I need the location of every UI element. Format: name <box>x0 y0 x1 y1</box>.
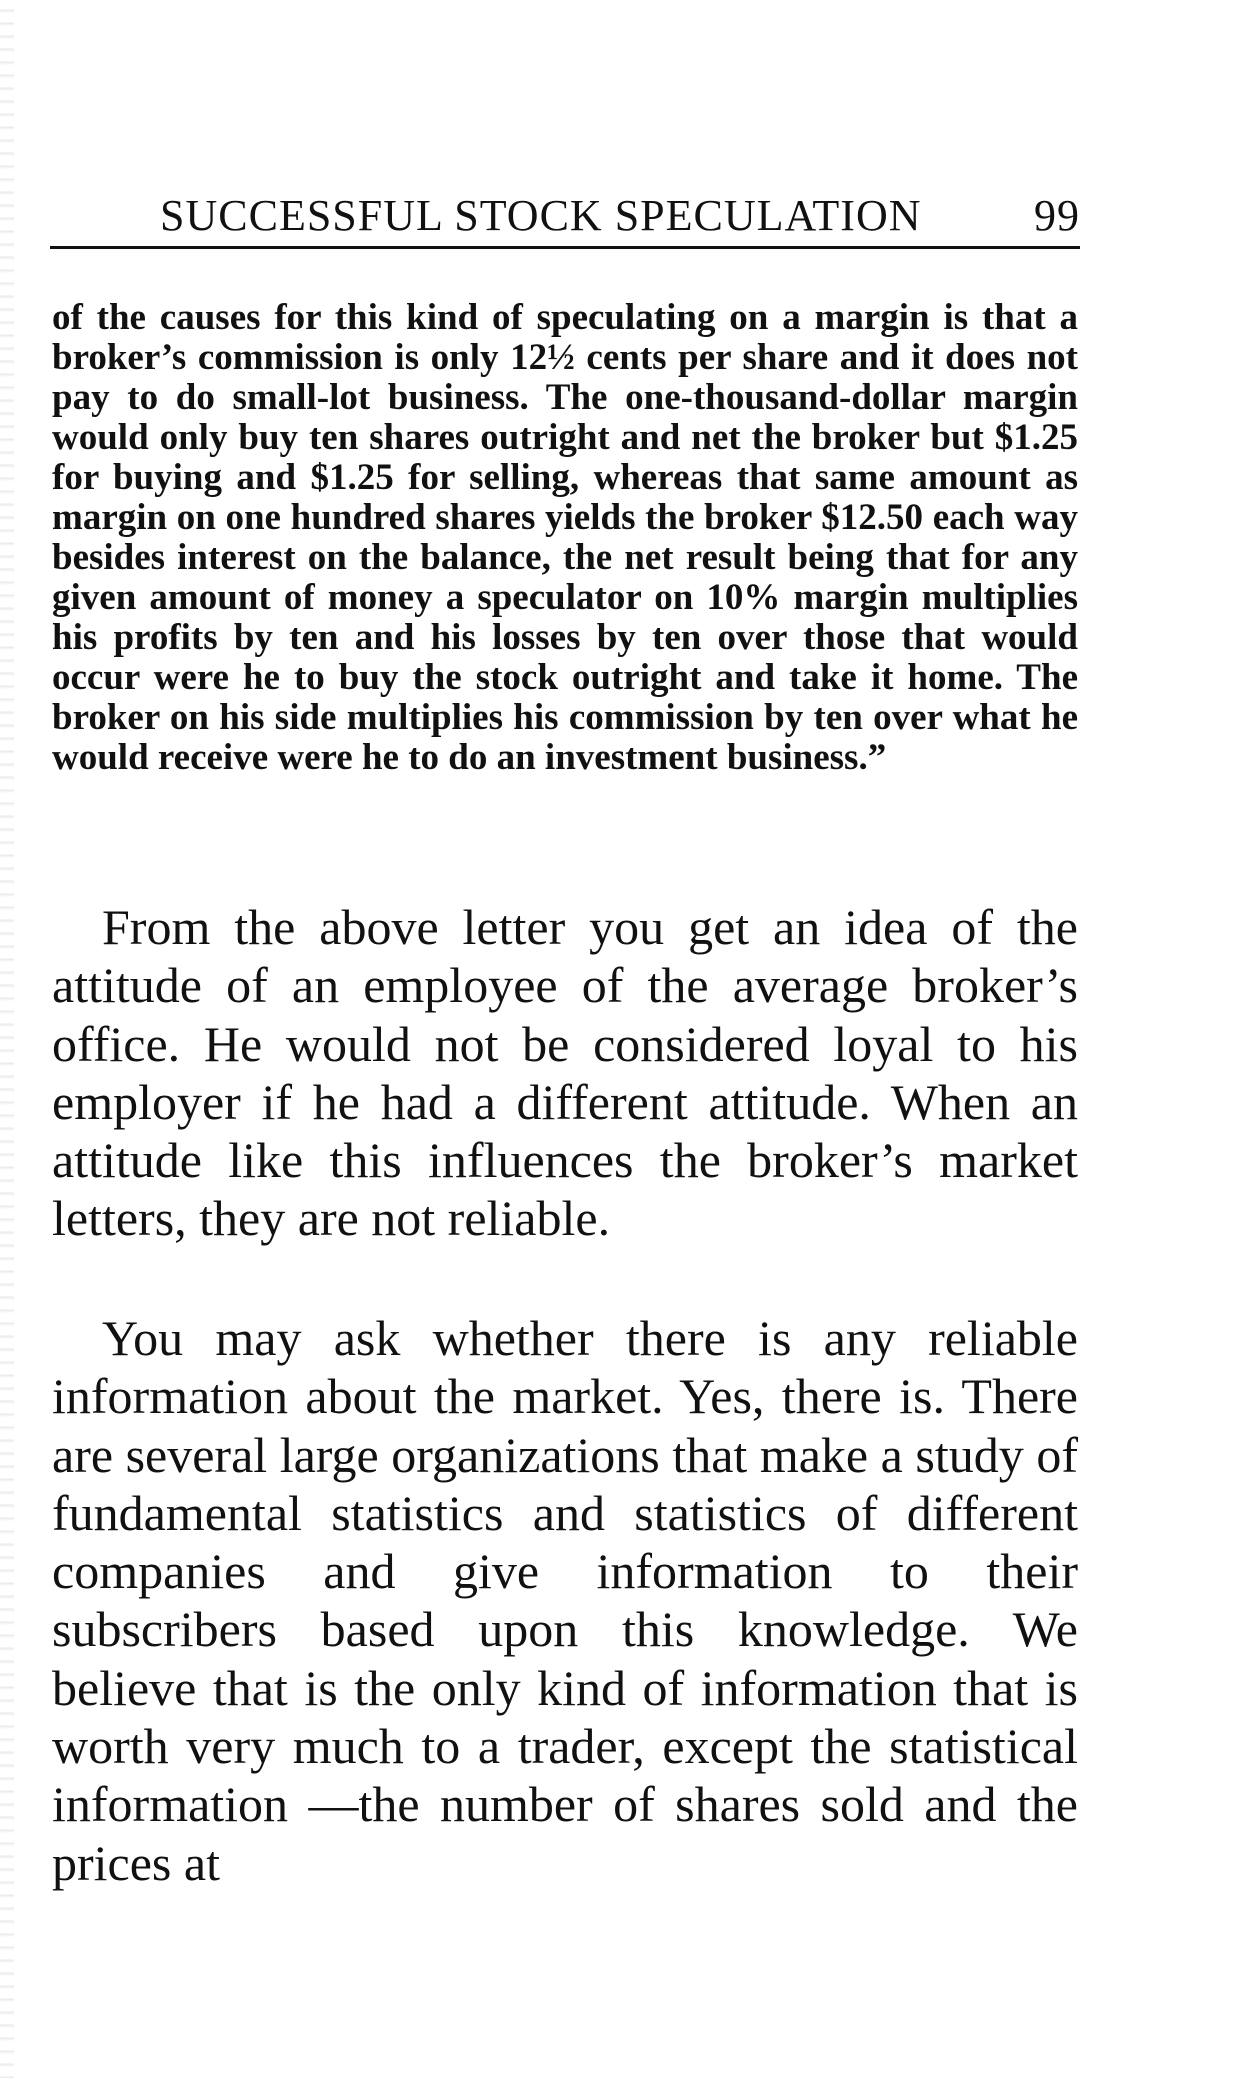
running-head <box>50 190 1080 246</box>
body-paragraph-1 <box>52 898 1078 1248</box>
body-paragraph-1-text: From the above letter you get an idea of the attitude of an employee of the average broker’s office. He would not be considered loyal to his employer if he had a different attitude. When an attitude like this influences the broker’s market letters, they are not reliable. <box>52 899 1078 1247</box>
quoted-letter-continuation: of the causes for this kind of speculating on a margin is that a broker’s commission is only 12½ cents per share and it does not pay to do small-lot business. The one-thousand-dollar margin would only buy ten shares outright and net the broker but $1.25 for buying and $1.25 for selling, whereas that same amount as margin on one hundred shares yields the broker $12.50 each way besides interest on the balance, the net result being that for any given amount of money a speculator on 10% margin multiplies his profits by ten and his losses by ten over those that would occur were he to buy the stock outright and take it home. The broker on his side multiplies his commission by ten over what he would receive were he to do an investment business.” <box>52 297 1078 778</box>
body-paragraph-2-text: You may ask whether there is any reliable information about the market. Yes, there is. There are several large organizations that make a study of fundamental statistics and statistics of different companies and give information to their subscribers based upon this knowledge. We believe that is the only kind of information that is worth very much to a trader, except the statistical information —the number of shares sold and the prices at <box>52 1310 1078 1891</box>
body-paragraph-2 <box>52 1309 1078 1892</box>
page-number: 99 <box>1034 191 1080 240</box>
header-rule <box>50 246 1080 249</box>
running-head-title: SUCCESSFUL STOCK SPECULATION <box>160 191 922 240</box>
scan-margin-artifact <box>0 0 14 2078</box>
